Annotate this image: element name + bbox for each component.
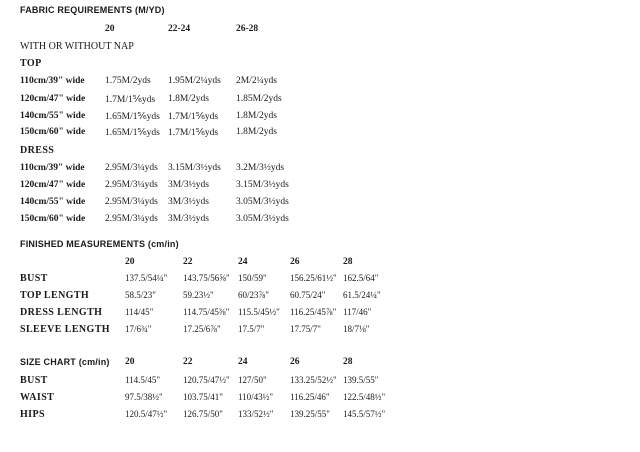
size-chart-value: 145.5/57½" — [343, 409, 386, 419]
size-chart-value: 103.75/41" — [183, 392, 223, 402]
size-chart-header: 26 — [290, 357, 300, 367]
measurement-value: 61.5/24¼" — [343, 290, 381, 300]
finished-size-header: 26 — [290, 257, 300, 267]
finished-measurements-title: FINISHED MEASUREMENTS (cm/in) — [20, 239, 179, 249]
fabric-value: 2M/2¼yds — [236, 76, 277, 86]
fabric-value: 3M/3½yds — [168, 180, 209, 190]
fabric-size-header: 26-28 — [236, 24, 259, 34]
size-chart-value: 127/50" — [238, 375, 267, 385]
fabric-value: 1.75M/2yds — [105, 76, 151, 86]
size-chart-value: 97.5/38½" — [125, 392, 163, 402]
fabric-value: 3M/3½yds — [168, 214, 209, 224]
measurement-value: 17.75/7" — [290, 324, 321, 334]
fabric-size-header: 20 — [105, 24, 115, 34]
size-chart-label: BUST — [20, 375, 48, 386]
measurement-label: BUST — [20, 273, 48, 284]
size-chart-value: 114.5/45" — [125, 375, 161, 385]
finished-size-header: 24 — [238, 257, 248, 267]
fabric-value: 1.7M/1⅚yds — [168, 112, 219, 122]
measurement-value: 58.5/23" — [125, 290, 156, 300]
fabric-value: 3M/3½yds — [168, 197, 209, 207]
measurement-value: 115.5/45½" — [238, 307, 280, 317]
fabric-requirements-title: FABRIC REQUIREMENTS (M/YD) — [20, 5, 165, 15]
size-chart-title: SIZE CHART (cm/in) — [20, 357, 110, 367]
fabric-value: 1.95M/2¼yds — [168, 76, 221, 86]
size-chart-value: 122.5/48½" — [343, 392, 386, 402]
section-heading-dress: DRESS — [20, 145, 55, 156]
fabric-width-label: 110cm/39" wide — [20, 163, 85, 173]
size-chart-header: 24 — [238, 357, 248, 367]
measurement-value: 114.75/45⅜" — [183, 307, 230, 317]
fabric-value: 2.95M/3¼yds — [105, 197, 158, 207]
fabric-width-label: 150cm/60" wide — [20, 127, 86, 137]
measurement-value: 162.5/64" — [343, 273, 379, 283]
fabric-width-label: 140cm/55" wide — [20, 197, 86, 207]
fabric-value: 1.8M/2yds — [236, 111, 277, 121]
measurement-value: 18/7⅛" — [343, 324, 370, 334]
fabric-value: 3.05M/3½yds — [236, 197, 289, 207]
size-chart-value: 110/43½" — [238, 392, 274, 402]
fabric-width-label: 110cm/39" wide — [20, 76, 85, 86]
size-chart-label: WAIST — [20, 392, 55, 403]
fabric-value: 1.7M/1⅚yds — [105, 95, 156, 105]
measurement-value: 137.5/54¼" — [125, 273, 168, 283]
measurement-label: DRESS LENGTH — [20, 307, 103, 318]
measurement-value: 116.25/45⅞" — [290, 307, 337, 317]
fabric-value: 2.95M/3¼yds — [105, 214, 158, 224]
section-heading-top: TOP — [20, 58, 42, 69]
size-chart-value: 120.75/47½" — [183, 375, 230, 385]
measurement-value: 60.75/24" — [290, 290, 326, 300]
fabric-value: 1.7M/1⅚yds — [168, 128, 219, 138]
fabric-value: 3.2M/3½yds — [236, 163, 285, 173]
fabric-value: 3.05M/3½yds — [236, 214, 289, 224]
measurement-value: 114/45" — [125, 307, 154, 317]
finished-size-header: 28 — [343, 257, 353, 267]
measurement-value: 17.5/7" — [238, 324, 265, 334]
fabric-value: 3.15M/3½yds — [236, 180, 289, 190]
fabric-size-header: 22-24 — [168, 24, 191, 34]
fabric-value: 2.95M/3¼yds — [105, 180, 158, 190]
size-chart-value: 139.25/55" — [290, 409, 330, 419]
size-chart-value: 126.75/50" — [183, 409, 223, 419]
measurement-value: 156.25/61½" — [290, 273, 337, 283]
measurement-value: 117/46" — [343, 307, 372, 317]
measurement-label: SLEEVE LENGTH — [20, 324, 110, 335]
measurement-value: 59.23½" — [183, 290, 214, 300]
fabric-value: 2.95M/3¼yds — [105, 163, 158, 173]
fabric-value: 1.8M/2yds — [236, 127, 277, 137]
finished-size-header: 20 — [125, 257, 135, 267]
size-chart-value: 133.25/52½" — [290, 375, 337, 385]
nap-note: WITH OR WITHOUT NAP — [20, 41, 134, 52]
fabric-value: 1.85M/2yds — [236, 94, 282, 104]
fabric-value: 3.15M/3½yds — [168, 163, 221, 173]
fabric-width-label: 120cm/47" wide — [20, 180, 86, 190]
size-chart-header: 28 — [343, 357, 353, 367]
fabric-width-label: 140cm/55" wide — [20, 111, 86, 121]
finished-size-header: 22 — [183, 257, 193, 267]
fabric-value: 1.8M/2yds — [168, 94, 209, 104]
size-chart-label: HIPS — [20, 409, 45, 420]
size-chart-value: 139.5/55" — [343, 375, 379, 385]
measurement-value: 60/23⅞" — [238, 290, 269, 300]
size-chart-header: 22 — [183, 357, 193, 367]
size-chart-value: 120.5/47½" — [125, 409, 168, 419]
measurement-value: 150/59" — [238, 273, 267, 283]
fabric-value: 1.65M/1⅚yds — [105, 112, 160, 122]
measurement-label: TOP LENGTH — [20, 290, 90, 301]
size-chart-value: 116.25/46" — [290, 392, 330, 402]
fabric-width-label: 120cm/47" wide — [20, 94, 86, 104]
fabric-width-label: 150cm/60" wide — [20, 214, 86, 224]
measurement-value: 17/6¾" — [125, 324, 152, 334]
measurement-value: 143.75/56⅝" — [183, 273, 230, 283]
fabric-value: 1.65M/1⅚yds — [105, 128, 160, 138]
size-chart-header: 20 — [125, 357, 135, 367]
measurement-value: 17.25/6⅞" — [183, 324, 221, 334]
size-chart-value: 133/52½" — [238, 409, 274, 419]
